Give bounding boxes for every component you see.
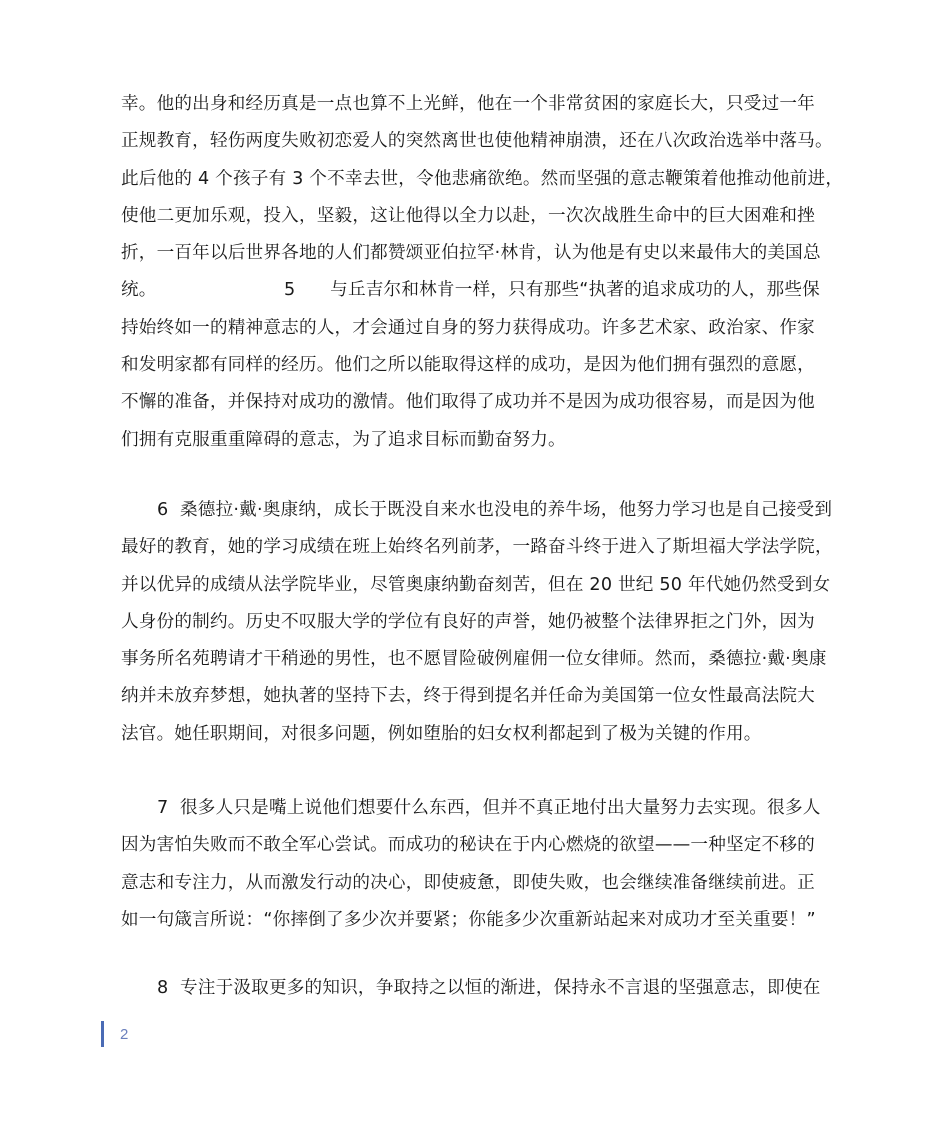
text-line: 如一句箴言所说：“你摔倒了多少次并要紧；你能多少次重新站起来对成功才至关重要！” [121, 909, 816, 930]
paragraph-8-knowledge [121, 970, 833, 1007]
text-line: 使他二更加乐观，投入，坚毅，这让他得以全力以赴，一次次战胜生命中的巨大困难和挫 [121, 205, 815, 226]
paragraph-lincoln-continuation [121, 86, 844, 459]
text-line: 6 桑德拉·戴·奥康纳，成长于既没自来水也没电的养牛场，他努力学习也是自己接受到 [157, 500, 833, 520]
text-line: 幸。他的出身和经历真是一点也算不上光鲜，他在一个非常贫困的家庭长大，只受过一年 [121, 94, 815, 114]
text-line: 统。 5 与丘吉尔和林肯一样，只有那些“执著的追求成功的人，那些保 [121, 280, 820, 301]
text-line: 持始终如一的精神意志的人，才会通过自身的努力获得成功。许多艺术家、政治家、作家 [121, 317, 815, 338]
page-number: 2 [120, 1025, 129, 1043]
text-line: 意志和专注力，从而激发行动的决心，即使疲惫，即使失败，也会继续准备继续前进。正 [121, 872, 815, 893]
text-line: 正规教育，轻伤两度失败初恋爱人的突然离世也使他精神崩溃，还在八次政治选举中落马。 [121, 131, 833, 152]
text-line: 8 专注于汲取更多的知识，争取持之以恒的渐进，保持永不言退的坚强意志，即使在 [157, 978, 821, 998]
text-line: 折，一百年以后世界各地的人们都赞颂亚伯拉罕·林肯，认为他是有史以来最伟大的美国总 [121, 243, 821, 264]
text-line: 因为害怕失败而不敢全军心尝试。而成功的秘诀在于内心燃烧的欲望——一种坚定不移的 [121, 835, 815, 856]
text-line: 和发明家都有同样的经历。他们之所以能取得这样的成功，是因为他们拥有强烈的意愿， [121, 355, 815, 376]
page-footer [101, 1021, 128, 1047]
text-line: 人身份的制约。历史不叹服大学的学位有良好的声誉，她仍被整个法律界拒之门外，因为 [121, 611, 815, 632]
text-line: 事务所名苑聘请才干稍逊的男性，也不愿冒险破例雇佣一位女律师。然而，桑德拉·戴·奥康 [121, 649, 827, 670]
paragraph-7-desire [121, 790, 833, 939]
text-line: 7 很多人只是嘴上说他们想要什么东西，但并不真正地付出大量努力去实现。很多人 [157, 798, 821, 818]
text-line: 们拥有克服重重障碍的意志，为了追求目标而勤奋努力。 [121, 429, 566, 450]
text-line: 不懈的准备，并保持对成功的激情。他们取得了成功并不是因为成功很容易，而是因为他 [121, 392, 815, 413]
text-line: 并以优异的成绩从法学院毕业，尽管奥康纳勤奋刻苦，但在 20 世纪 50 年代她仍然受到女 [121, 574, 831, 595]
text-line: 此后他的 4 个孩子有 3 个不幸去世，令他悲痛欲绝。然而坚强的意志鞭策着他推动他前进， [121, 168, 844, 189]
text-line: 纳并未放弃梦想，她执著的坚持下去，终于得到提名并任命为美国第一位女性最高法院大 [121, 686, 815, 707]
paragraph-6-oconnor [121, 492, 833, 753]
footer-accent-bar [101, 1021, 104, 1047]
text-line: 法官。她任职期间，对很多问题，例如堕胎的妇女权利都起到了极为关键的作用。 [121, 723, 762, 744]
text-line: 最好的教育，她的学习成绩在班上始终名列前茅，一路奋斗终于进入了斯坦福大学法学院， [121, 537, 833, 558]
